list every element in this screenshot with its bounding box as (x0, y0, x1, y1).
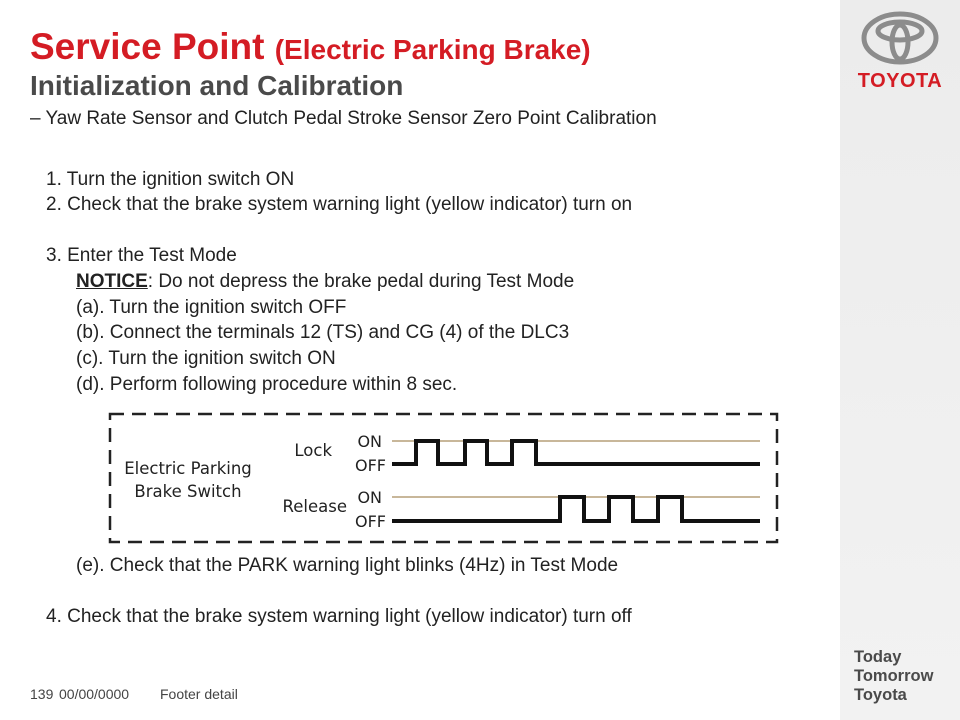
tagline-tomorrow: Tomorrow (854, 667, 934, 685)
step-3b: (b). Connect the terminals 12 (TS) and CG (4) of the DLC3 (76, 322, 570, 343)
release-off-label: OFF (355, 512, 386, 531)
step-3e: (e). Check that the PARK warning light blinks (4Hz) in Test Mode (76, 555, 619, 576)
step-3: 3. Enter the Test Mode (46, 245, 237, 266)
step-2: 2. Check that the brake system warning light (yellow indicator) turn on (46, 194, 633, 215)
page-title (30, 26, 591, 71)
tagline-toyota: Toyota (854, 686, 907, 704)
brand-sidebar (840, 0, 960, 720)
footer-detail: Footer detail (160, 686, 238, 702)
step-3c: (c). Turn the ignition switch ON (76, 348, 336, 369)
lock-on-label: ON (357, 432, 382, 451)
footer-page-number: 139 (30, 686, 54, 702)
notice-line (76, 270, 574, 294)
title-sub: (Electric Parking Brake) (274, 34, 591, 65)
release-on-label: ON (357, 488, 382, 507)
brand-tagline (854, 648, 933, 705)
brand-name: TOYOTA (857, 70, 943, 92)
footer-date: 00/00/0000 (59, 686, 130, 702)
page-tagline: – Yaw Rate Sensor and Clutch Pedal Stroke Sensor Zero Point Calibration (30, 108, 657, 129)
step-3d: (d). Perform following procedure within 8 sec. (76, 374, 458, 395)
title-main: Service Point (30, 26, 265, 67)
step-1: 1. Turn the ignition switch ON (46, 169, 295, 190)
switch-label-line2: Brake Switch (134, 482, 242, 501)
notice-label: NOTICE (76, 271, 148, 292)
switch-label-line1: Electric Parking (124, 459, 252, 478)
step-3a: (a). Turn the ignition switch OFF (76, 297, 347, 318)
release-label: Release (282, 497, 347, 516)
lock-off-label: OFF (355, 456, 386, 475)
lock-pulse-trace (392, 441, 760, 464)
page-subtitle: Initialization and Calibration (30, 70, 404, 101)
tagline-today: Today (854, 648, 902, 666)
lock-label: Lock (294, 441, 332, 460)
step-4: 4. Check that the brake system warning light (yellow indicator) turn off (46, 606, 632, 627)
release-pulse-trace (392, 497, 760, 521)
notice-text: : Do not depress the brake pedal during Test Mode (147, 271, 575, 292)
toyota-logo-icon (858, 10, 942, 66)
switch-timing-diagram (100, 412, 780, 544)
